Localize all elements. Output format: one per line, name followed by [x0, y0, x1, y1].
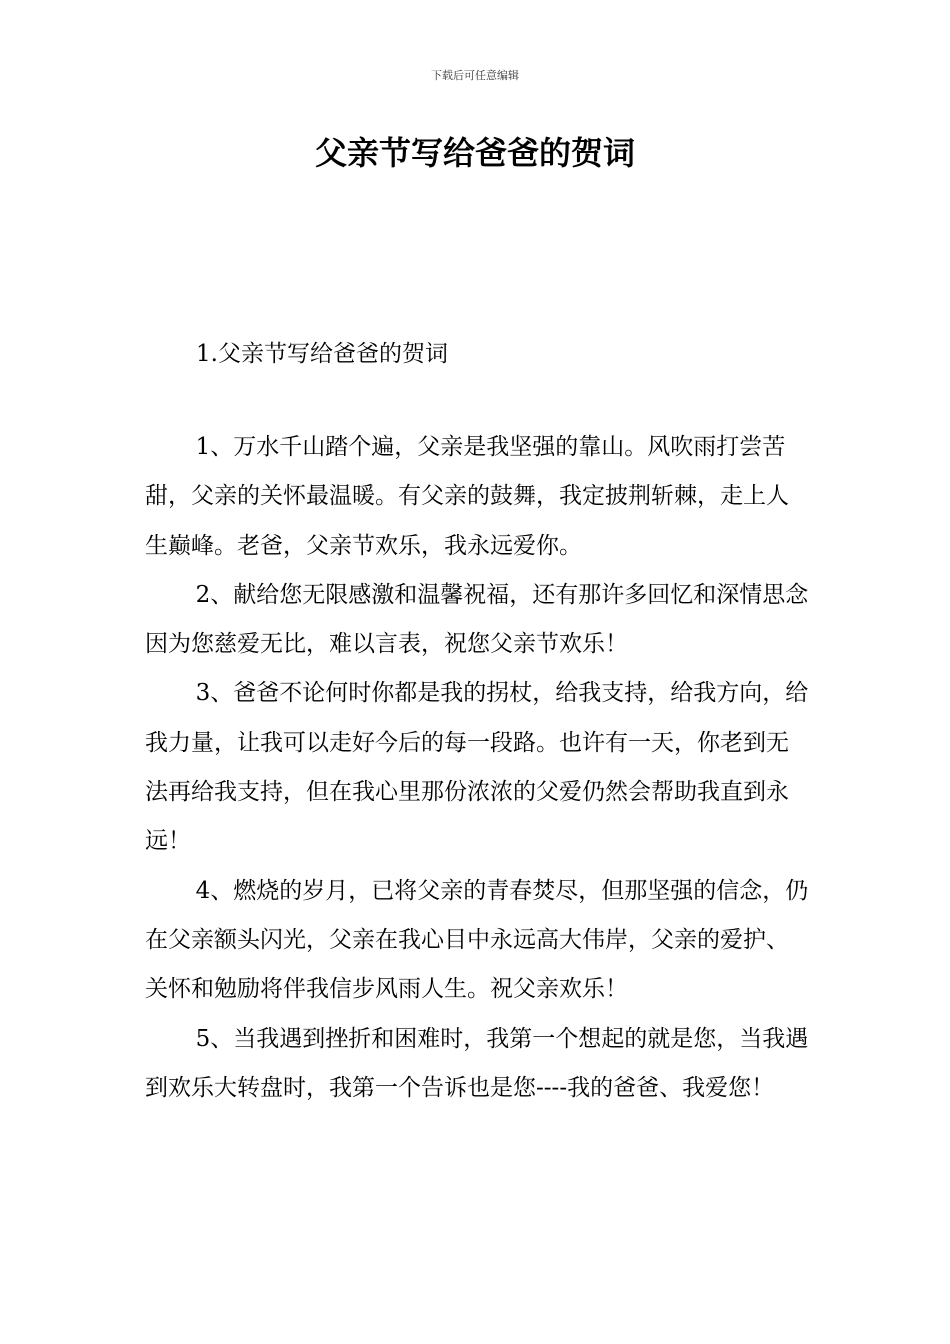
paragraph-4: 4、燃烧的岁月，已将父亲的青春焚尽，但那坚强的信念，仍在父亲额头闪光，父亲在我心目中永远高大伟岸，父亲的爱护、关怀和勉励将伴我信步风雨人生。祝父亲欢乐！	[145, 877, 809, 1003]
paragraph-3: 3、爸爸不论何时你都是我的拐杖，给我支持，给我方向，给我力量，让我可以走好今后的每一段路。也许有一天，你老到无法再给我支持，但在我心里那份浓浓的父爱仍然会帮助我直到永远！	[145, 680, 809, 855]
section-heading: 1.父亲节写给爸爸的贺词	[196, 341, 448, 367]
document-title: 父亲节写给爸爸的贺词	[314, 134, 635, 172]
paragraph-5: 5、当我遇到挫折和困难时，我第一个想起的就是您，当我遇到欢乐大转盘时，我第一个告诉也是您----我的爸爸、我爱您！	[145, 1025, 809, 1101]
paragraph-1: 1、万水千山踏个遍，父亲是我坚强的靠山。风吹雨打尝苦甜，父亲的关怀最温暖。有父亲的鼓舞，我定披荆斩棘，走上人生巅峰。老爸，父亲节欢乐，我永远爱你。	[145, 434, 789, 559]
body-text	[145, 423, 809, 1113]
paragraph-2: 2、献给您无限感激和温馨祝福，还有那许多回忆和深情思念因为您慈爱无比，难以言表，祝您父亲节欢乐！	[145, 581, 809, 658]
header-note: 下载后可任意编辑	[431, 69, 519, 82]
